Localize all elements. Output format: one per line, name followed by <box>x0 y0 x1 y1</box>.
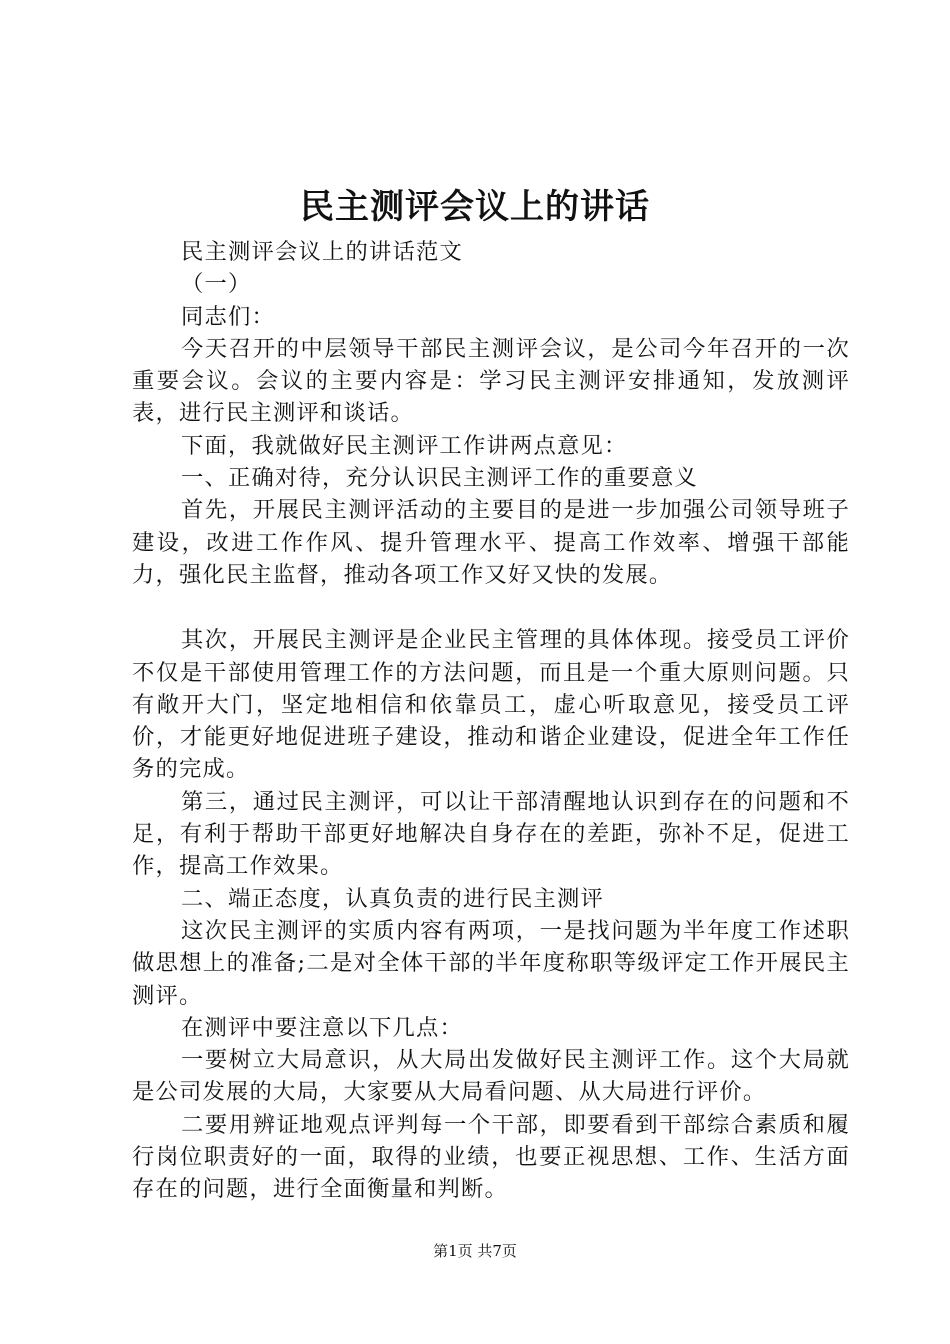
heading-section-one: 一、正确对待，充分认识民主测评工作的重要意义 <box>181 465 698 492</box>
paragraph-preface: 下面，我就做好民主测评工作讲两点意见： <box>181 432 628 459</box>
paragraph-section-number: （一） <box>181 271 252 298</box>
document-body <box>132 236 850 1206</box>
paragraph-second-point: 其次，开展民主测评是企业民主管理的具体体现。接受员工评价不仅是干部使用管理工作的方法问题，而且是一个重大原则问题。只有敞开大门，坚定地相信和依靠员工，虚心听取意见，接受员工评价，才能更好地促进班子建设，推动和谐企业建设，促进全年工作任务的完成。 <box>132 627 850 783</box>
paragraph-subtitle: 民主测评会议上的讲话范文 <box>181 239 463 265</box>
paragraph-notes-intro: 在测评中要注意以下几点： <box>181 1014 463 1041</box>
paragraph-content: 这次民主测评的实质内容有两项，一是找问题为半年度工作述职做思想上的准备;二是对全体干部的半年度称职等级评定工作开展民主测评。 <box>132 917 850 1009</box>
paragraph-note-one: 一要树立大局意识，从大局出发做好民主测评工作。这个大局就是公司发展的大局，大家要从大局看问题、从大局进行评价。 <box>132 1047 850 1106</box>
page-number-footer: 第1页 共7页 <box>433 1242 517 1260</box>
paragraph-third-point: 第三，通过民主测评，可以让干部清醒地认识到存在的问题和不足，有利于帮助干部更好地解决自身存在的差距，弥补不足，促进工作，提高工作效果。 <box>132 788 850 880</box>
paragraph-note-two: 二要用辨证地观点评判每一个干部，即要看到干部综合素质和履行岗位职责好的一面，取得的业绩，也要正视思想、工作、生活方面存在的问题，进行全面衡量和判断。 <box>132 1111 850 1203</box>
paragraph-intro: 今天召开的中层领导干部民主测评会议，是公司今年召开的一次重要会议。会议的主要内容是：学习民主测评安排通知，发放测评表，进行民主测评和谈话。 <box>132 335 850 427</box>
heading-section-two: 二、端正态度，认真负责的进行民主测评 <box>181 885 604 912</box>
paragraph-first-point: 首先，开展民主测评活动的主要目的是进一步加强公司领导班子建设，改进工作作风、提升管理水平、提高工作效率、增强干部能力，强化民主监督，推动各项工作又好又快的发展。 <box>132 497 850 588</box>
paragraph-salutation: 同志们： <box>181 303 275 330</box>
document-title: 民主测评会议上的讲话 <box>300 187 650 227</box>
